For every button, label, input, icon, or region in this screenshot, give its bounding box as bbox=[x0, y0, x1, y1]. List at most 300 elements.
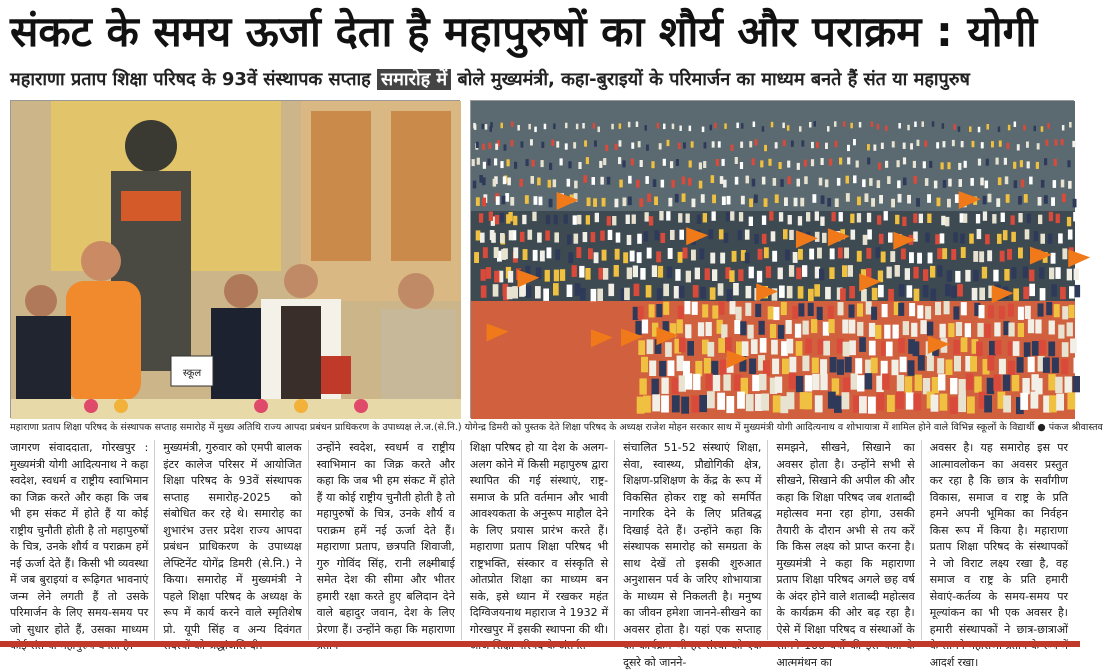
crowd-person bbox=[712, 195, 716, 204]
crowd-person bbox=[961, 247, 966, 258]
crowd-person bbox=[496, 196, 500, 205]
crowd-person bbox=[754, 234, 759, 244]
crowd-person bbox=[637, 234, 642, 244]
crowd-person bbox=[528, 230, 533, 240]
crowd-person bbox=[572, 265, 577, 277]
crowd-person bbox=[1017, 357, 1024, 373]
crowd-person bbox=[947, 199, 951, 208]
crowd-person bbox=[486, 267, 491, 279]
crowd-person bbox=[902, 217, 906, 226]
crowd-person bbox=[778, 268, 783, 280]
crowd-person bbox=[948, 179, 952, 187]
crowd-person bbox=[932, 377, 939, 393]
crowd-person bbox=[932, 121, 935, 127]
crowd-person bbox=[618, 157, 621, 164]
crowd-person bbox=[1056, 394, 1064, 411]
crowd-person bbox=[989, 341, 996, 356]
crowd-person bbox=[481, 269, 486, 281]
crowd-person bbox=[608, 284, 614, 296]
crowd-person bbox=[716, 159, 719, 166]
crowd-person bbox=[1023, 287, 1029, 299]
crowd-person bbox=[783, 229, 788, 239]
procession-photo-illustration bbox=[471, 101, 1075, 419]
crowd-person bbox=[1025, 306, 1031, 319]
crowd-person bbox=[898, 194, 902, 203]
crowd-person bbox=[794, 198, 798, 207]
crowd-person bbox=[723, 374, 730, 390]
crowd-person bbox=[746, 176, 750, 184]
crowd-person bbox=[627, 235, 632, 245]
crowd-person bbox=[697, 215, 701, 224]
crowd-person bbox=[679, 286, 685, 298]
crowd-person bbox=[491, 233, 496, 243]
crowd-person bbox=[1024, 194, 1028, 203]
crowd-person bbox=[857, 303, 863, 316]
crowd-person bbox=[818, 340, 825, 355]
crowd-person bbox=[706, 374, 713, 390]
crowd-person bbox=[676, 159, 679, 166]
crowd-person bbox=[815, 211, 819, 220]
crowd-person bbox=[1020, 160, 1023, 167]
crowd-person bbox=[1051, 284, 1057, 296]
crowd-person bbox=[505, 193, 509, 202]
crowd-person bbox=[945, 284, 951, 296]
crowd-person bbox=[574, 234, 579, 244]
crowd-person bbox=[483, 162, 486, 169]
crowd-person bbox=[532, 212, 536, 221]
crowd-person bbox=[702, 304, 708, 317]
crowd-person bbox=[641, 357, 648, 373]
crowd-person bbox=[1039, 340, 1046, 355]
crowd-person bbox=[547, 247, 552, 258]
crowd-person bbox=[749, 141, 752, 147]
crowd-person bbox=[780, 179, 784, 187]
crowd-person bbox=[740, 321, 746, 335]
crowd-person bbox=[545, 270, 550, 282]
crowd-person bbox=[668, 248, 673, 259]
crowd-person bbox=[877, 124, 880, 129]
crowd-person bbox=[493, 284, 499, 296]
crowd-person bbox=[640, 268, 645, 280]
crowd-person bbox=[719, 229, 724, 239]
crowd-person bbox=[1004, 158, 1007, 165]
crowd-person bbox=[799, 126, 802, 132]
crowd-person bbox=[591, 232, 596, 242]
crowd-person bbox=[682, 193, 686, 202]
crowd-person bbox=[829, 267, 834, 279]
crowd-person bbox=[754, 195, 758, 204]
crowd-person bbox=[1073, 199, 1077, 208]
crowd-person bbox=[1038, 197, 1042, 206]
crowd-person bbox=[848, 265, 853, 277]
crowd-person bbox=[837, 178, 841, 186]
crowd-person bbox=[627, 267, 632, 279]
crowd-person bbox=[947, 162, 950, 169]
crowd-person bbox=[521, 141, 524, 147]
crowd-person bbox=[667, 266, 672, 278]
crowd-person bbox=[957, 284, 963, 296]
crowd-person bbox=[786, 320, 792, 334]
crowd-person bbox=[1008, 125, 1011, 131]
crowd-person bbox=[494, 247, 499, 258]
crowd-person bbox=[671, 180, 675, 188]
crowd-person bbox=[623, 252, 628, 263]
crowd-person bbox=[781, 302, 787, 315]
crowd-person bbox=[898, 303, 904, 316]
crowd-person bbox=[1018, 213, 1022, 222]
crowd-person bbox=[897, 160, 900, 167]
crowd-person bbox=[512, 286, 518, 298]
crowd-person bbox=[568, 161, 571, 168]
crowd-person bbox=[1008, 361, 1015, 377]
crowd-person bbox=[978, 127, 981, 133]
crowd-person bbox=[699, 249, 704, 260]
crowd-person bbox=[825, 287, 831, 299]
crowd-person bbox=[838, 248, 843, 259]
crowd-person bbox=[859, 396, 867, 413]
crowd-person bbox=[988, 194, 992, 203]
crowd-person bbox=[804, 176, 808, 184]
crowd-person bbox=[1068, 181, 1072, 189]
crowd-person bbox=[944, 301, 950, 314]
crowd-person bbox=[720, 176, 724, 184]
crowd-person bbox=[1024, 342, 1031, 357]
crowd-person bbox=[993, 374, 1000, 390]
crowd-person bbox=[796, 376, 803, 392]
crowd-person bbox=[941, 162, 944, 169]
crowd-person bbox=[901, 249, 906, 260]
crowd-person bbox=[920, 320, 926, 334]
crowd-person bbox=[869, 178, 873, 186]
crowd-person bbox=[923, 285, 929, 297]
crowd-person bbox=[842, 265, 847, 277]
crowd-person bbox=[616, 233, 621, 243]
crowd-person bbox=[947, 270, 952, 282]
crowd-person bbox=[1062, 248, 1067, 259]
crowd-person bbox=[474, 252, 479, 263]
crowd-person bbox=[495, 144, 498, 150]
crowd-person bbox=[969, 234, 974, 244]
article-column bbox=[929, 440, 1074, 669]
crowd-person bbox=[667, 360, 674, 376]
crowd-person bbox=[701, 194, 705, 203]
crowd-person bbox=[984, 324, 990, 338]
crowd-person bbox=[503, 176, 507, 184]
crowd-person bbox=[531, 176, 535, 184]
crowd-person bbox=[545, 231, 550, 241]
crowd-person bbox=[1067, 217, 1071, 226]
crowd-person bbox=[828, 319, 834, 333]
crowd-person bbox=[645, 176, 649, 184]
subheadline bbox=[10, 66, 1072, 94]
crowd-person bbox=[772, 359, 779, 375]
crowd-person bbox=[811, 159, 814, 166]
crowd-person bbox=[850, 123, 853, 129]
crowd-person bbox=[679, 230, 684, 240]
crowd-person bbox=[611, 124, 614, 130]
crowd-person bbox=[909, 303, 915, 316]
crowd-person bbox=[1049, 321, 1055, 335]
article-paragraph: समझने, सीखने, सिखाने का अवसर होता है। उन्होंने सभी से सीखने, सिखाने की अपील की और कहा कि शिक्षा परिषद जब शताब्दी महोत्सव मना रहा होगा, उसकी तैयारी के दौरान अभी से तय करें कि किस लक्ष्य को प्राप्त करना है। मुख्यमंत्री ने कहा कि महाराणा प्रताप शिक्षा परिषद अगले छह वर्ष के अंदर होने वाले शताब्दी महोत्सव के कार्यक्रम की ओर बढ़ रहा है। ऐसे में शिक्षा परिषद व संस्थाओं के आत्ममंथन का bbox=[776, 441, 915, 669]
crowd-person bbox=[1018, 323, 1024, 337]
crowd-person bbox=[773, 178, 777, 186]
crowd-person bbox=[830, 248, 835, 259]
crowd-person bbox=[677, 356, 684, 372]
crowd-person bbox=[647, 339, 654, 354]
crowd-person bbox=[903, 143, 906, 149]
procession-photo bbox=[470, 100, 1074, 418]
crowd-person bbox=[832, 212, 836, 221]
crowd-person bbox=[638, 306, 644, 319]
crowd-person bbox=[808, 289, 814, 301]
crowd-person bbox=[981, 142, 984, 148]
crowd-person bbox=[796, 341, 803, 356]
crowd-person bbox=[1070, 339, 1077, 354]
crowd-person bbox=[704, 142, 707, 148]
article-column bbox=[317, 440, 462, 640]
crowd-person bbox=[636, 122, 639, 128]
crowd-person bbox=[661, 378, 668, 394]
crowd-person bbox=[490, 122, 493, 128]
crowd-person bbox=[501, 123, 504, 129]
crowd-person bbox=[1025, 229, 1030, 239]
article-paragraph: अवसर है। यह समारोह इस पर आत्मावलोकन का अवसर प्रस्तुत कर रहा है कि छात्र के सर्वांगीण विकास, समाज व राष्ट्र के प्रति हमने अपनी भूमिका का निर्वहन किस रूप में किया है। महाराणा प्रताप शिक्षा परिषद के संस्थापकों ने जो विराट लक्ष्य रखा है, वह समाज व राष्ट्र के प्रति हमारी सेवाएं-कर्तव्य के समय-समय पर मूल्यांकन का भी एक अवसर है। हमारी संस्थापकों ने छात्र-छात्राओं आदर्श रखा। bbox=[929, 441, 1068, 669]
crowd-person bbox=[731, 145, 734, 151]
crowd-person bbox=[804, 160, 807, 167]
crowd-person bbox=[849, 320, 855, 334]
crowd-person bbox=[965, 270, 970, 282]
crowd-person bbox=[1018, 196, 1022, 205]
crowd-person bbox=[892, 360, 899, 376]
crowd-person bbox=[948, 323, 954, 337]
crowd-person bbox=[825, 143, 828, 149]
crowd-person bbox=[762, 234, 767, 244]
crowd-person bbox=[846, 193, 850, 202]
crowd-person bbox=[994, 322, 1000, 336]
crowd-person bbox=[785, 250, 790, 261]
crowd-person bbox=[1023, 125, 1026, 130]
crowd-person bbox=[587, 198, 591, 207]
crowd-person bbox=[802, 265, 807, 277]
crowd-person bbox=[1029, 177, 1033, 185]
crowd-person bbox=[699, 395, 707, 412]
crowd-person bbox=[1049, 395, 1057, 412]
crowd-person bbox=[738, 230, 743, 240]
crowd-person bbox=[1020, 393, 1028, 410]
crowd-person bbox=[677, 319, 683, 333]
crowd-person bbox=[502, 196, 506, 205]
crowd-person bbox=[812, 358, 819, 374]
crowd-person bbox=[1034, 231, 1039, 241]
crowd-person bbox=[986, 159, 989, 166]
crowd-person bbox=[1027, 161, 1030, 168]
crowd-person bbox=[698, 322, 704, 336]
crowd-person bbox=[727, 196, 731, 205]
crowd-person bbox=[1058, 233, 1063, 243]
crowd-person bbox=[907, 285, 913, 297]
crowd-person bbox=[855, 358, 862, 374]
crowd-person bbox=[523, 249, 528, 260]
crowd-person bbox=[958, 163, 961, 170]
crowd-person bbox=[707, 391, 715, 408]
crowd-person bbox=[752, 179, 756, 187]
crowd-person bbox=[973, 251, 978, 262]
crowd-person bbox=[803, 321, 809, 335]
crowd-person bbox=[913, 161, 916, 168]
crowd-person bbox=[659, 211, 663, 220]
crowd-person bbox=[595, 213, 599, 222]
crowd-person bbox=[977, 229, 982, 239]
crowd-person bbox=[839, 158, 842, 165]
crowd-person bbox=[511, 122, 514, 128]
crowd-person bbox=[913, 214, 917, 223]
crowd-person bbox=[896, 392, 904, 409]
crowd-person bbox=[556, 141, 559, 147]
crowd-person bbox=[584, 140, 587, 146]
crowd-person bbox=[582, 123, 585, 129]
crowd-person bbox=[787, 286, 793, 298]
crowd-person bbox=[888, 289, 894, 301]
crowd-person bbox=[798, 303, 804, 316]
crowd-person bbox=[1038, 303, 1044, 316]
crowd-person bbox=[819, 269, 824, 281]
photo-caption: महाराणा प्रताप शिक्षा परिषद के संस्थापक सप्ताह समारोह में मुख्य अतिथि राज्य आपदा प्रबंधन प्राधिकरण के उपाध्यक्ष ले.ज.(से.नि.) योगेन्द्र डिमरी को पुस्तक देते शिक्षा परिषद के अध्यक्ष राजेश मोहन सरकार साथ में मुख्यमंत्री योगी आदित्यनाथ व शोभायात्रा में शामिल होने वाले विभिन्न स्कूलों के विद्यार्थी ● पंकज श्रीवास्तव bbox=[10, 422, 1103, 433]
crowd-person bbox=[599, 161, 602, 168]
article-column bbox=[163, 440, 308, 640]
crowd-person bbox=[607, 177, 611, 185]
crowd-person bbox=[740, 142, 743, 148]
crowd-person bbox=[575, 283, 581, 295]
crowd-person bbox=[917, 305, 923, 318]
headline: संकट के समय ऊर्जा देता है महापुरुषों का शौर्य और पराक्रम : योगी bbox=[10, 7, 1038, 56]
crowd-person bbox=[554, 270, 559, 282]
crowd-person bbox=[829, 159, 832, 166]
crowd-person bbox=[988, 305, 994, 318]
crowd-person bbox=[549, 199, 553, 208]
crowd-person bbox=[500, 233, 505, 243]
crowd-person bbox=[537, 178, 541, 186]
crowd-person bbox=[937, 265, 942, 277]
crowd-person bbox=[1060, 287, 1066, 299]
crowd-person bbox=[877, 215, 881, 224]
crowd-person bbox=[993, 270, 998, 282]
crowd-person bbox=[1055, 377, 1062, 393]
crowd-person bbox=[953, 124, 956, 130]
crowd-person bbox=[1048, 374, 1055, 390]
crowd-person bbox=[500, 161, 503, 168]
crowd-person bbox=[814, 121, 817, 127]
crowd-person bbox=[730, 211, 734, 220]
crowd-person bbox=[1069, 305, 1075, 318]
crowd-person bbox=[628, 197, 632, 206]
crowd-person bbox=[955, 194, 959, 203]
crowd-person bbox=[1048, 234, 1053, 244]
crowd-person bbox=[1035, 320, 1041, 334]
crowd-person bbox=[882, 374, 889, 390]
crowd-person bbox=[1037, 143, 1040, 149]
crowd-person bbox=[885, 126, 888, 132]
crowd-person bbox=[649, 361, 656, 377]
crowd-person bbox=[638, 141, 641, 147]
crowd-person bbox=[903, 178, 907, 186]
crowd-person bbox=[1034, 126, 1037, 132]
crowd-person bbox=[815, 395, 823, 412]
crowd-person bbox=[806, 212, 810, 221]
crowd-person bbox=[686, 271, 691, 283]
crowd-person bbox=[672, 378, 679, 394]
crowd-person bbox=[907, 125, 910, 131]
crowd-person bbox=[541, 142, 544, 148]
crowd-person bbox=[675, 194, 679, 203]
crowd-person bbox=[892, 141, 895, 147]
crowd-person bbox=[914, 122, 917, 128]
crowd-person bbox=[643, 396, 651, 413]
crowd-person bbox=[573, 142, 576, 148]
crowd-person bbox=[908, 360, 915, 376]
crowd-person bbox=[546, 215, 550, 224]
crowd-person bbox=[801, 140, 804, 146]
crowd-person bbox=[526, 159, 529, 166]
crowd-person bbox=[827, 198, 831, 207]
article-column bbox=[776, 440, 921, 669]
crowd-person bbox=[1054, 159, 1057, 166]
crowd-person bbox=[1062, 194, 1066, 203]
crowd-person bbox=[663, 284, 669, 296]
crowd-person bbox=[925, 306, 931, 319]
crowd-person bbox=[927, 214, 931, 223]
crowd-person bbox=[871, 122, 874, 128]
crowd-person bbox=[665, 342, 672, 357]
crowd-person bbox=[727, 289, 733, 301]
crowd-person bbox=[479, 175, 483, 183]
crowd-person bbox=[495, 215, 499, 224]
crowd-person bbox=[941, 216, 945, 225]
crowd-person bbox=[857, 322, 863, 336]
crowd-person bbox=[913, 341, 920, 356]
crowd-person bbox=[857, 197, 861, 206]
crowd-person bbox=[593, 198, 597, 207]
crowd-person bbox=[612, 216, 616, 225]
crowd-person bbox=[600, 231, 605, 241]
crowd-person bbox=[996, 198, 1000, 207]
crowd-person bbox=[626, 215, 630, 224]
crowd-person bbox=[628, 122, 631, 128]
crowd-person bbox=[842, 392, 850, 409]
crowd-person bbox=[494, 271, 499, 283]
crowd-person bbox=[702, 127, 705, 133]
crowd-person bbox=[762, 126, 765, 132]
crowd-person bbox=[951, 286, 957, 298]
crowd-person bbox=[798, 216, 802, 225]
crowd-person bbox=[672, 124, 675, 130]
crowd-person bbox=[812, 374, 819, 390]
crowd-person bbox=[910, 143, 913, 149]
crowd-person bbox=[1074, 269, 1079, 281]
crowd-person bbox=[1006, 194, 1010, 203]
crowd-person bbox=[1051, 197, 1055, 206]
crowd-person bbox=[846, 176, 850, 184]
crowd-person bbox=[661, 233, 666, 243]
crowd-person bbox=[984, 395, 992, 412]
crowd-person bbox=[747, 325, 753, 339]
crowd-person bbox=[678, 213, 682, 222]
crowd-person bbox=[768, 159, 771, 166]
crowd-person bbox=[969, 126, 972, 131]
crowd-person bbox=[1011, 267, 1016, 279]
crowd-person bbox=[482, 124, 485, 130]
crowd-person bbox=[952, 140, 955, 146]
crowd-person bbox=[723, 180, 727, 188]
